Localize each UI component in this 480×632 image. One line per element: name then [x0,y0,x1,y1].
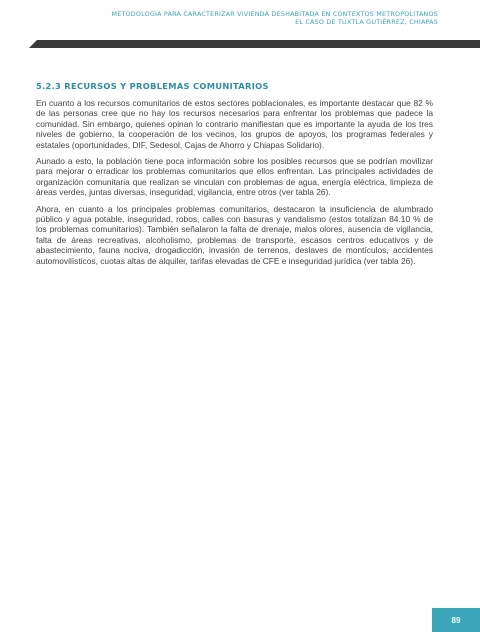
running-header-line2: EL CASO DE TUXTLA GUTIÉRREZ, CHIAPAS [295,18,438,26]
running-header [111,10,438,26]
page-number-badge [432,608,480,632]
body-text [36,98,433,272]
section-heading: 5.2.3 RECURSOS Y PROBLEMAS COMUNITARIOS [36,81,269,91]
running-header-line1: METODOLOGÍA PARA CARACTERIZAR VIVIENDA DESHABITADA EN CONTEXTOS METROPOLITANOS [111,10,438,18]
paragraph-3: Ahora, en cuanto a los principales problemas comunitarios, destacaron la insuficiencia de alumbrado público y agua potable, inseguridad, robos, calles con basuras y vandalismo (estos totalizan 84.10 % de los problemas comunitarios). También señalaron la falta de drenaje, malos olores, ausencia de vigilancia, falta de áreas recreativas, alcoholismo, problemas de transporte, escasos centros educativos y de abastecimiento, fauna nociva, drogadicción, invasión de terrenos, deslaves de montículos, accidentes automovilísticos, cuotas altas de alquiler, tarifas elevadas de CFE e inseguridad jurídica (ver tabla 26). [36,203,433,266]
paragraph-1: En cuanto a los recursos comunitarios de estos sectores poblacionales, es importante destacar que 82 % de las personas cree que no hay los recursos necesarios para enfrentar los problemas que padece la comunidad. Sin embargo, quienes opinan lo contrario manifiestan que es importante la ayuda de los tres niveles de gobierno, la cooperación de los vecinos, los grupos de apoyos, los programas federales y estatales (oportunidades, DIF, Sedesol, Cajas de Ahorro y Chiapas Solidario). [36,98,433,150]
page-number: 89 [451,615,461,625]
paragraph-2: Aunado a esto, la población tiene poca información sobre los posibles recursos que se podrían movilizar para mejorar o erradicar los problemas comunitarios que ellos enfrentan. Las principales actividades de organización comunitaria que realizan se vinculan con problemas de agua, energía eléctrica, limpieza de áreas verdes, juntas diversas, inseguridad, vigilancia, entre otros (ver tabla 26). [36,156,433,198]
header-bar [37,40,480,48]
